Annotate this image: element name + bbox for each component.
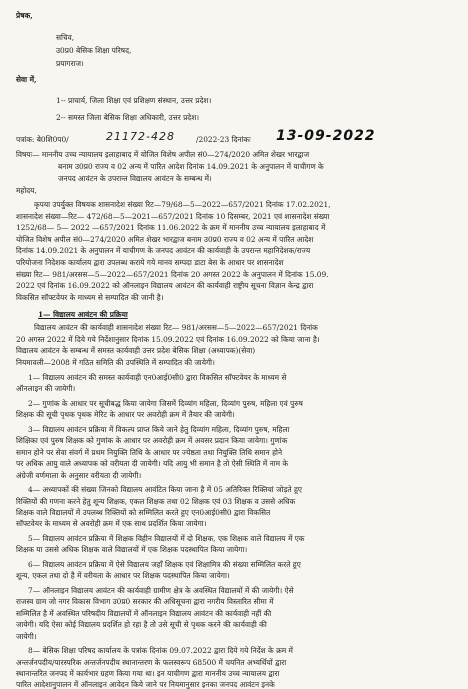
section-line: विद्यालय आवंटन के सम्बन्ध में समस्त कार्यवाही उत्तर प्रदेश बेसिक शिक्षा (अध्यापक)(सेवा) <box>16 346 256 356</box>
point-8-line: पारित आदेशानुपालन में ऑनलाइन आवेदन किये जाने पर नियमानुसार इनका जनपद आवंटन इनके <box>16 680 275 689</box>
point-8-line: स्थानान्तरित जनपद में कार्यभार ग्रहण किया गया था। इन याचीगण द्वारा माननीय उच्च न्यायालय द्वारा <box>16 669 280 678</box>
point-7-line: राजस्व ग्राम जो नगर विकास विभाग उ0प्र0 सरकार की अधिसूचना द्वारा नगरीय विस्तारित सीमा में <box>16 597 274 607</box>
sender-title: सचिव, <box>56 33 75 42</box>
point-6-line: शून्य, एकल तथा दो है में वरीयता के आधार पर शिक्षक पदस्थापित किया जायेगा। <box>16 571 230 581</box>
point-7-line: सम्मिलित है में अवस्थित परिषदीय विद्यालयों में ऑनलाइन विद्यालय आवंटन की कार्यवाही नहीं की <box>16 608 272 618</box>
patrank-number: 21172-428 <box>106 130 175 143</box>
point-8-line: 8— बेसिक शिक्षा परिषद कार्यालय के पत्रांक दिनांक 09.07.2022 द्वारा दिये गये निर्देश के क्रम में <box>28 646 293 656</box>
patrank-prefix: पत्रांक: बे0शि0प0/ <box>16 135 69 144</box>
para1-line: 2022 एवं दिनांक 16.09.2022 को ऑनलाइन विद्यालय आवंटन की कार्यवाही राष्ट्रीय सूचना विज्ञान केन्द्र द्वारा <box>16 281 314 291</box>
para1-line: संख्या रिट— 981/अरसस—5—2022—657/2021 दिनांक 20 अगस्त 2022 के अनुपालन में दिनांक 15.09. <box>16 269 329 279</box>
para1-line: कृपया उपर्युक्त विषयक शासनादेश संख्या रिट—79/68—5—2022—657/2021 दिनांक 17.02.2021, <box>34 200 331 209</box>
point-3-line: पर अधिक आयु वाले अध्यापक को वरीयता दी जायेगी। यदि आयु भी समान है तो ऐसी स्थिति में नाम के <box>16 459 289 469</box>
patrank-suffix: /2022-23 दिनांकः <box>196 135 251 144</box>
para1-line: 1252/68— 5— 2022 —657/2021 दिनांक 11.06.2022 के क्रम में माननीय उच्च न्यायालय इलाहाबाद में <box>16 223 326 233</box>
sender-place: प्रयागराज। <box>56 59 84 68</box>
point-7-line: 7— ऑनलाइन विद्यालय आवंटन की कार्यवाही ग्रामीण क्षेत्र के अवस्थित विद्यालयों में की जायेगी। ऐसे <box>28 586 294 595</box>
para1-line: योजित विशेष अपील सं0—274/2020 अमित शेखर भारद्वाज बनाम उ0प्र0 राज्य व 02 अन्य में पारित आदेश <box>16 234 314 244</box>
point-1-line: 1— विद्यालय आवंटन की समस्त कार्यवाही एन0आई0सी0 द्वारा विकसित सॉफ्टवेयर के माध्यम से <box>28 373 287 382</box>
point-7-line: जायेगी। <box>16 631 37 641</box>
point-1-line: ऑनलाइन की जायेगी। <box>16 384 76 394</box>
section-line: 20 अगस्त 2022 में दिये गये निर्देशानुसार दिनांक 15.09.2022 एवं दिनांक 16.09.2022 को किया जाना है। <box>16 334 320 344</box>
section-line: विद्यालय आवंटन की कार्यवाही शासनादेश संख्या रिट— 981/अरसस—5—2022—657/2021 दिनांक <box>34 323 318 332</box>
point-8-line: अन्तर्जनपदीय/पारस्परिक अन्तर्जनपदीय स्थानान्तरण के फलस्वरूप 68500 में चयनित अभ्यर्थियों द्वारा <box>16 657 287 667</box>
recipient-1: 1-- प्राचार्य, जिला शिक्षा एवं प्रशिक्षण संस्थान, उत्तर प्रदेश। <box>56 96 212 105</box>
salutation: महोदय, <box>16 186 37 195</box>
para1-line: परियोजना निदेशक कार्यालय द्वारा उपलब्ध कराये गये मानव सम्पदा डाटा बेस के आधार पर शासनादेश <box>16 258 284 267</box>
point-3-line: समान होने पर सेवा संवर्ग में प्रथम नियुक्ति तिथि के आधार पर ज्येष्ठता तथा नियुक्ति तिथि समान होने <box>16 447 283 457</box>
point-2-line: शिक्षक की सूची पृथक पृथक मेरिट के आधार पर अवरोही क्रम में तैयार की जायेगी। <box>16 410 235 420</box>
point-4-line: रिक्तियों की गणना करने हेतु शून्य शिक्षक, एकल शिक्षक तथा 02 शिक्षक एवं 03 शिक्षक व उससे अधिक <box>16 496 296 506</box>
point-2-line: 2— गुणांक के आधार पर सूचीबद्ध किया जायेगा जिसमें दिव्यांग महिला, दिव्यांग पुरुष, महिला एवं पुरुष <box>28 399 303 408</box>
sender-office: उ0प्र0 बेसिक शिक्षा परिषद, <box>56 46 132 55</box>
letter-date: 13-09-2022 <box>276 128 376 144</box>
point-7-line: जायेगी। यदि ऐसा कोई विद्यालय प्रदर्शित हो रहा है तो उसे सूची से पृथक करने की कार्यवाही की <box>16 620 267 630</box>
point-5-line: 5— विद्यालय आवंटन प्रक्रिया में शिक्षक विहीन विद्यालयों में दो शिक्षक, एक शिक्षक वाले विद्यालय में एक <box>28 534 305 543</box>
sender-label: प्रेषक, <box>16 11 33 20</box>
point-3-line: अंग्रेजी वर्णमाला के अनुसार वरीयता दी जायेगी। <box>16 470 142 480</box>
subject-line: बनाम उ0प्र0 राज्य व 02 अन्य में पारित आदेश दिनांक 14.09.2021 के अनुपालन में याचीगण के <box>58 162 324 171</box>
para1-line: दिनांक 14.09.2021 के अनुपालन में याचीगण के जनपद आवंटन की कार्यवाही के उपरान्त महानिदेशक/राज्य <box>16 246 311 256</box>
point-6-line: 6— विद्यालय आवंटन प्रक्रिया में ऐसे विद्यालय जहाँ शिक्षक एवं शिक्षामित्र की संख्या सम्मिलित करते हुए <box>28 560 301 569</box>
point-4-line: सॉफ्टवेयर के माध्यम से अवरोही क्रम में एक साथ प्रदर्शित किया जायेगा। <box>16 519 207 529</box>
subject-line: विषयः— माननीय उच्च न्यायालय इलाहाबाद में योजित विशेष अपील सं0—274/2020 अमित शेखर भारद्वाज <box>16 150 310 159</box>
to-label: सेवा में, <box>16 75 37 84</box>
section-line: नियमावली—2008 में गठित समिति की उपस्थिति में सम्पादित की जायेगी। <box>16 357 215 367</box>
para1-line: शासनादेश संख्या—रिट— 472/68—5—2021—657/2021 दिनांक 10 दिसम्बर, 2021 एवं शासनादेश संख्या <box>16 211 330 221</box>
subject-line: जनपद आवंटन के उपरान्त विद्यालय आवंटन के सम्बन्ध में। <box>58 174 212 183</box>
point-4-line: 4— अध्यापकों की संख्या जिनको विद्यालय आवंटित किया जाना है में 05 अतिरिक्त रिक्तियां जोड़ते हुए <box>28 485 302 495</box>
section-heading: 1— विद्यालय आवंटन की प्रक्रिया <box>38 310 128 319</box>
point-3-line: 3— विद्यालय आवंटन प्रक्रिया में विकल्प प्राप्त किये जाने हेतु दिव्यांग महिला, दिव्यांग पुरुष, महिला <box>28 425 290 434</box>
point-3-line: शिक्षिका एवं पुरुष शिक्षक को गुणांक के आधार पर अवरोही क्रम में अवसर प्रदान किया जायेगा। गुणांक <box>16 436 288 446</box>
point-5-line: शिक्षक या उससे अधिक शिक्षक वाले विद्यालयों में एक शिक्षक पदस्थापित किया जायेगा। <box>16 545 248 555</box>
para1-line: विकसित सॉफ्टवेयर के माध्यम से सम्पादित की जानी है। <box>16 292 164 302</box>
point-4-line: शिक्षक वाले विद्यालयों में उपलब्ध रिक्तियों को सम्मिलित करते हुए एन0आई0सी0 द्वारा विकसित <box>16 508 271 517</box>
recipient-2: 2-- समस्त जिला बेसिक शिक्षा अधिकारी, उत्तर प्रदेश। <box>56 113 200 122</box>
